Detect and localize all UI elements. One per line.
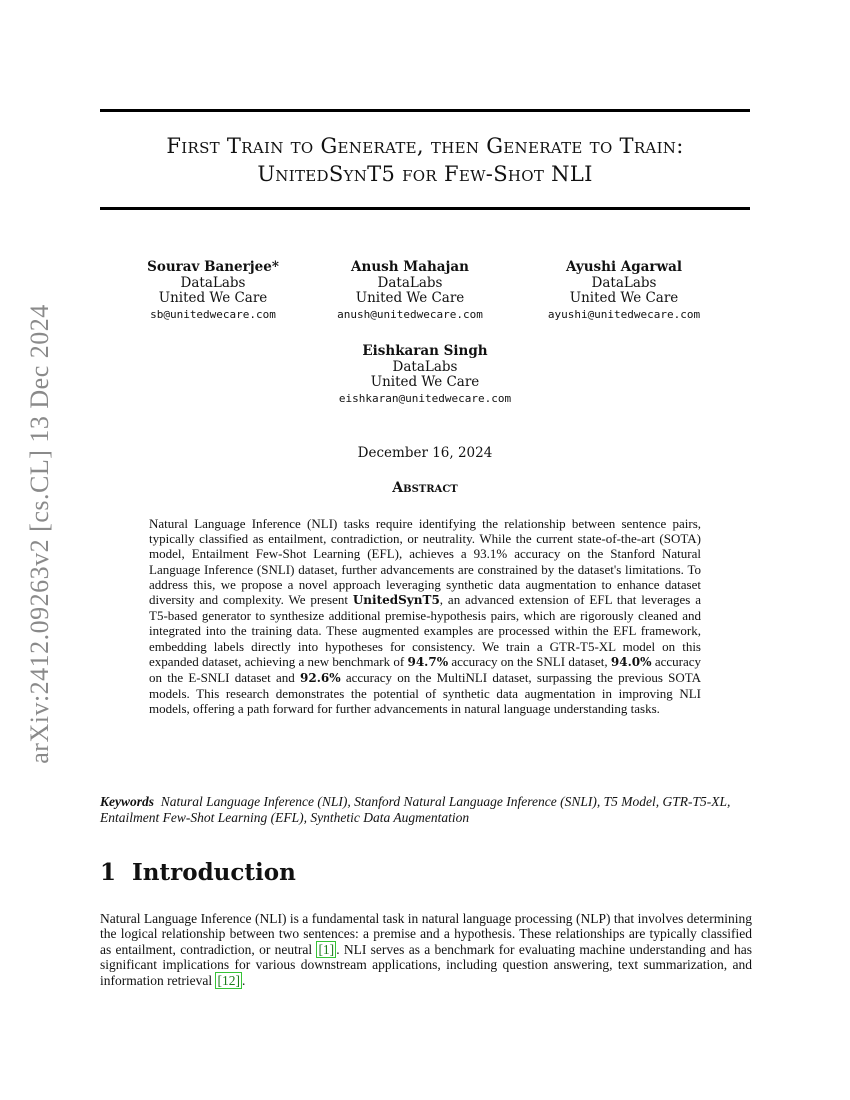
esnli-accuracy: 94.0% [610,654,652,669]
author-block [315,344,535,407]
author-name: Ayushi Agarwal [565,259,683,275]
abstract-text: Natural Language Inference (NLI) tasks require identifying the relationship between sentence pairs, typically classified as entailment, contradiction, or neutrality. While the current state-of-the-art (SOTA) model, Entailment Few-Shot Learning (EFL), achieves a 93.1% accuracy on the Stanford Natural Language Inference (SNLI) dataset, further advancements are constrained by the dataset's limitations. To address this, we propose a novel approach leveraging synthetic data augmentation to enhance dataset diversity and complexity. We present [149,516,701,608]
intro-text: Natural Language Inference (NLI) is a fundamental task in natural language processing (NLP) that involves determining the logical relationship between two sentences: a premise and a hypothesis. These relationships are typically classified as entailment, contradiction, or neutral [100,911,752,957]
citation-link[interactable]: [1] [318,941,335,957]
arxiv-side-label: arXiv:2412.09263v2 [cs.CL] 13 Dec 2024 [25,304,54,764]
abstract-body [149,516,701,717]
keywords [100,794,752,825]
abstract-text: accuracy on the E-SNLI dataset and [149,653,701,686]
title-line-2: UnitedSynT5 for Few-Shot NLI [257,162,593,186]
author-affiliation: DataLabs [180,274,246,291]
intro-paragraph [100,911,752,988]
snli-accuracy: 94.7% [407,654,449,669]
citation-link[interactable]: [12] [217,972,240,988]
title-line-1: First Train to Generate, then Generate to Train: [166,134,684,158]
model-name: UnitedSynT5 [352,593,440,608]
author-block [103,260,323,323]
author-email[interactable]: anush@unitedwecare.com [337,307,483,321]
author-block [300,260,520,323]
author-organization: United We Care [569,290,679,306]
author-organization: United We Care [370,374,480,390]
abstract-heading: Abstract [392,480,458,496]
abstract-text: accuracy on the MultiNLI dataset, surpassing the previous SOTA models. This research demonstrates the potential of synthetic data augmentation in improving NLI models, offering a path forward for further advancements in natural language understanding tasks. [149,670,702,717]
author-name: Eishkaran Singh [362,343,488,359]
keywords-label: Keywords [100,794,154,809]
keywords-text: Natural Language Inference (NLI), Stanford Natural Language Inference (SNLI), T5 Model, GTR-T5-XL, Entailment Few-Shot Learning (EFL), Synthetic Data Augmentation [100,794,731,825]
paper-title [100,132,750,188]
author-name: Sourav Banerjee* [147,259,279,275]
intro-text: . NLI serves as a benchmark for evaluating machine understanding and has significant implications for various downstream applications, including question answering, text summarization, and information retrieval [100,941,752,988]
section-heading [100,859,296,886]
author-organization: United We Care [355,290,465,306]
author-organization: United We Care [158,290,268,306]
publication-date: December 16, 2024 [357,445,493,461]
section-title: Introduction [132,859,296,886]
author-email[interactable]: sb@unitedwecare.com [150,307,276,321]
author-name: Anush Mahajan [351,259,469,275]
section-number: 1 [100,859,117,886]
abstract-text: accuracy on the SNLI dataset, [448,653,611,669]
author-affiliation: DataLabs [377,274,443,291]
title-rule-bottom [100,207,750,210]
intro-text: . [241,972,246,988]
author-block [514,260,734,323]
abstract-text: , an advanced extension of EFL that leverages a T5-based generator to synthesize additional premise-hypothesis pairs, which are rigorously cleaned and integrated into the training data. These augmented examples are processed within the EFL framework, embedding labels directly into hypotheses for consistency. We train a GTR-T5-XL model on this expanded dataset, achieving a new benchmark of [149,592,701,669]
author-email[interactable]: ayushi@unitedwecare.com [547,307,701,321]
mnli-accuracy: 92.6% [300,671,341,686]
title-rule-top [100,109,750,112]
author-email[interactable]: eishkaran@unitedwecare.com [338,391,512,405]
author-affiliation: DataLabs [591,274,657,291]
author-affiliation: DataLabs [392,358,458,375]
